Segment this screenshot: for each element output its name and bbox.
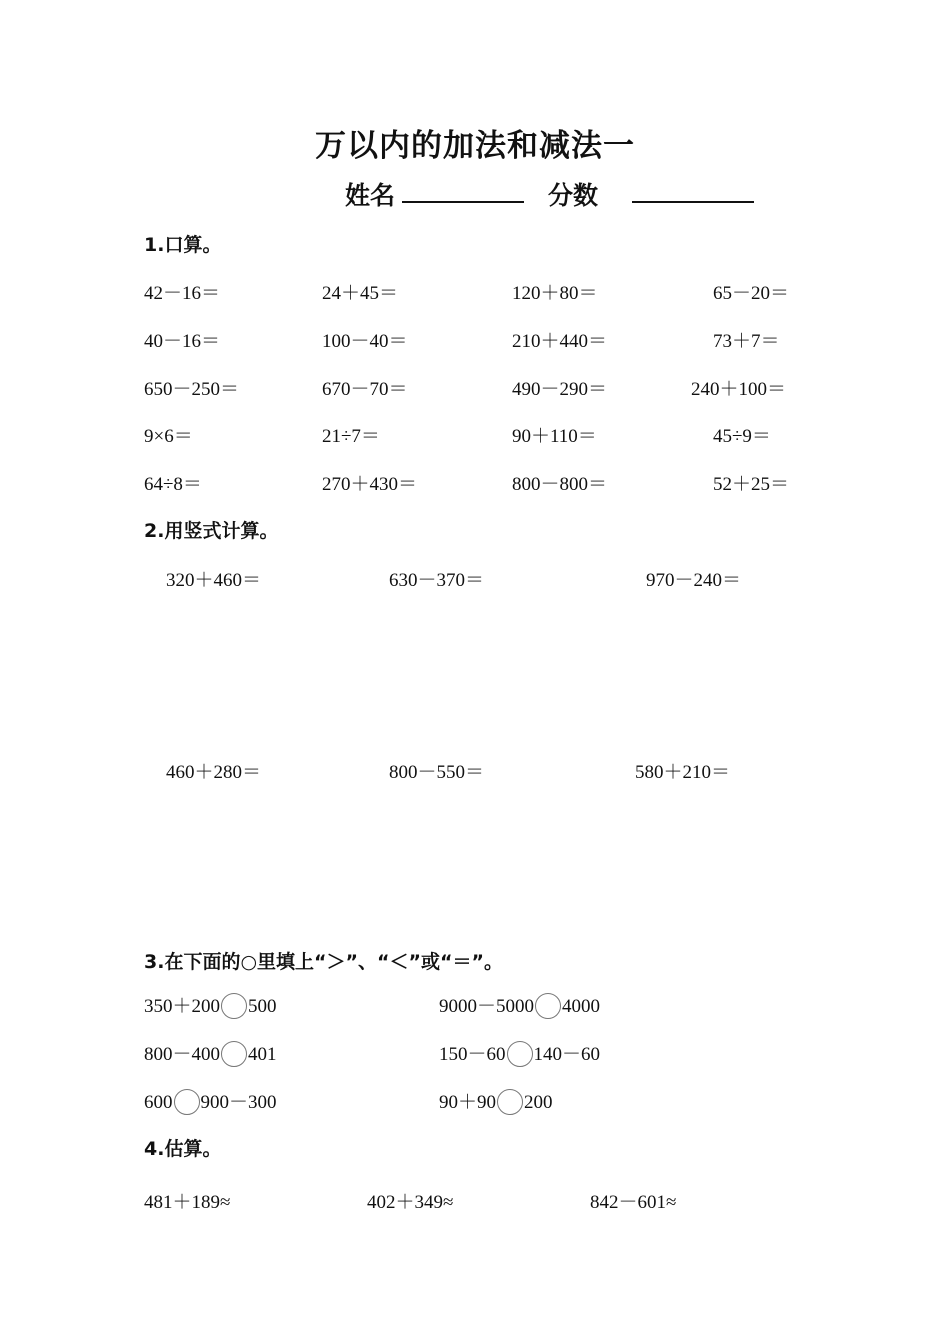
- estimate-problem: 842－601≈: [590, 1192, 677, 1213]
- vertical-problem: 800－550＝: [389, 762, 485, 783]
- mental-problem: 73＋7＝: [713, 331, 780, 352]
- vertical-problem: 460＋280＝: [166, 762, 262, 783]
- mental-problem: 45÷9＝: [713, 426, 771, 447]
- compare-item: [144, 991, 277, 1021]
- mental-problem: 64÷8＝: [144, 474, 202, 495]
- compare-left: 350＋200: [144, 996, 221, 1017]
- mental-problem: 210＋440＝: [512, 331, 608, 352]
- mental-problem: 240＋100＝: [691, 379, 787, 400]
- answer-circle[interactable]: [174, 1089, 200, 1115]
- score-label: 分数: [548, 181, 599, 210]
- compare-right: 200: [524, 1092, 553, 1113]
- name-blank-line: [402, 201, 524, 203]
- mental-problem: 24＋45＝: [322, 283, 399, 304]
- mental-problem: 52＋25＝: [713, 474, 790, 495]
- mental-problem: 65－20＝: [713, 283, 790, 304]
- section-4-title: 4.估算。: [144, 1138, 222, 1160]
- estimate-problem: 481＋189≈: [144, 1192, 231, 1213]
- compare-left: 90＋90: [439, 1092, 497, 1113]
- vertical-problem: 580＋210＝: [635, 762, 731, 783]
- compare-left: 600: [144, 1092, 173, 1113]
- estimate-problem: 402＋349≈: [367, 1192, 454, 1213]
- compare-item: [439, 1039, 600, 1069]
- mental-problem: 90＋110＝: [512, 426, 597, 447]
- section-1-title: 1.口算。: [144, 234, 222, 256]
- mental-problem: 42－16＝: [144, 283, 221, 304]
- compare-right: 140－60: [533, 1044, 601, 1065]
- score-blank-line: [632, 201, 754, 203]
- mental-problem: 100－40＝: [322, 331, 408, 352]
- answer-circle[interactable]: [497, 1089, 523, 1115]
- compare-item: [144, 1039, 277, 1069]
- mental-problem: 490－290＝: [512, 379, 608, 400]
- vertical-problem: 320＋460＝: [166, 570, 262, 591]
- answer-circle[interactable]: [507, 1041, 533, 1067]
- section-2-title: 2.用竖式计算。: [144, 520, 279, 542]
- vertical-problem: 630－370＝: [389, 570, 485, 591]
- mental-problem: 800－800＝: [512, 474, 608, 495]
- answer-circle[interactable]: [535, 993, 561, 1019]
- compare-left: 800－400: [144, 1044, 221, 1065]
- mental-problem: 270＋430＝: [322, 474, 418, 495]
- compare-left: 9000－5000: [439, 996, 535, 1017]
- mental-problem: 40－16＝: [144, 331, 221, 352]
- compare-item: [144, 1087, 277, 1117]
- answer-circle[interactable]: [221, 993, 247, 1019]
- mental-problem: 21÷7＝: [322, 426, 380, 447]
- compare-right: 4000: [562, 996, 601, 1017]
- mental-problem: 120＋80＝: [512, 283, 598, 304]
- compare-right: 401: [248, 1044, 277, 1065]
- answer-circle[interactable]: [221, 1041, 247, 1067]
- worksheet-title: 万以内的加法和减法一: [315, 128, 635, 164]
- compare-right: 500: [248, 996, 277, 1017]
- section-3-title: 3.在下面的○里填上“＞”、“＜”或“＝”。: [144, 951, 503, 973]
- vertical-problem: 970－240＝: [646, 570, 742, 591]
- compare-right: 900－300: [200, 1092, 277, 1113]
- compare-left: 150－60: [439, 1044, 506, 1065]
- compare-item: [439, 991, 600, 1021]
- name-label: 姓名: [345, 181, 396, 210]
- mental-problem: 9×6＝: [144, 426, 193, 447]
- mental-problem: 650－250＝: [144, 379, 240, 400]
- mental-problem: 670－70＝: [322, 379, 408, 400]
- compare-item: [439, 1087, 553, 1117]
